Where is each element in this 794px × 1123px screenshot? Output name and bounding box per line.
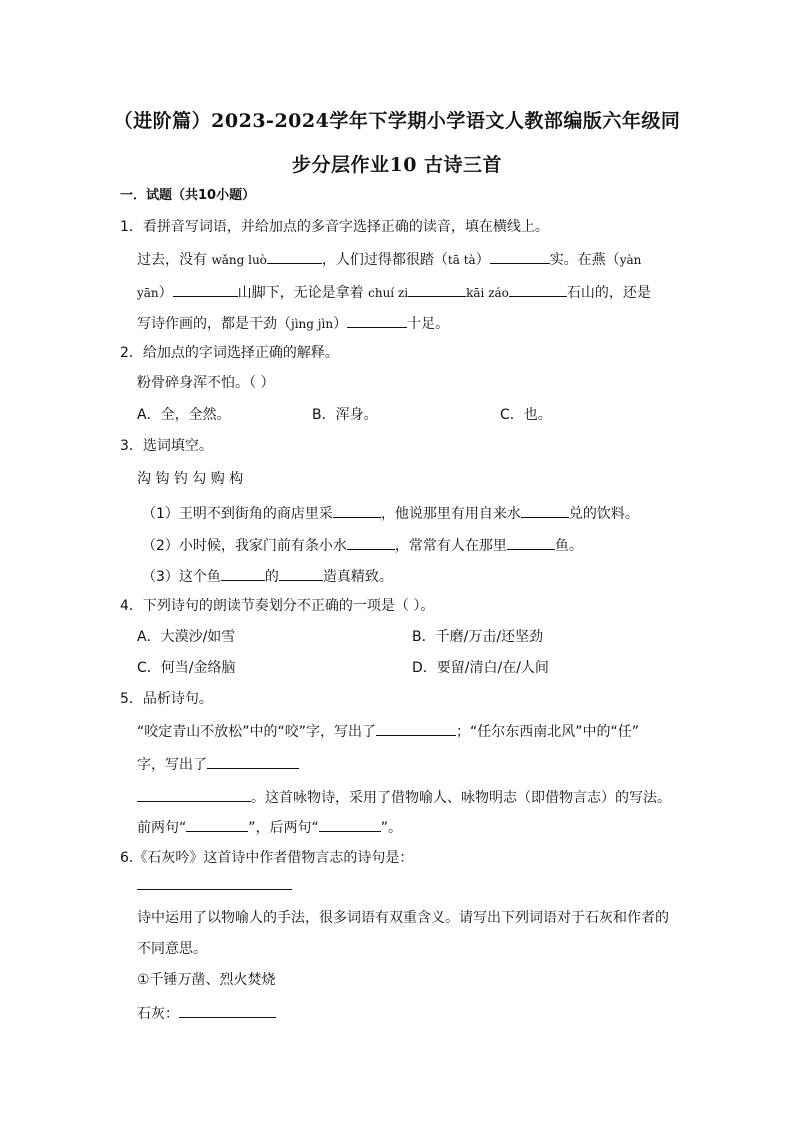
q1-text: 过去，没有 [137,252,207,268]
answer-blank[interactable] [279,565,323,581]
q4-stem: 4．下列诗句的朗读节奏划分不正确的一项是（ ）。 [120,598,435,614]
q1-text: ） [158,285,173,301]
q4-option-d: D．要留/清白/在/人间 [412,660,549,676]
q5-text: ”。 [380,820,403,836]
q3-text: 造真精致。 [322,569,393,585]
q5-text: ；“任尔东西南北风”中的“任” [456,724,640,740]
q3-text: （3）这个鱼 [142,569,221,585]
answer-blank[interactable] [333,502,381,518]
q3-text: ，常常有人在那里 [394,538,507,554]
q1-text: ，人们过得都很踏（ [321,252,448,268]
q6-shihui-row [137,1002,276,1024]
q5-stem: 5．品析诗句。 [120,691,213,707]
q3-stem: 3．选词填空。 [120,438,213,454]
q1-text: 石山的，还是 [566,285,651,301]
section-heading: 一．试题（共10小题） [120,188,256,203]
q1-line-3 [137,312,449,334]
q5-line-4 [137,816,402,838]
answer-blank[interactable] [221,565,265,581]
q5-text: 字，写出了 [137,757,207,773]
answer-blank[interactable] [179,1002,276,1018]
q3-text: 的 [264,569,279,585]
q1-text: ） [333,316,348,332]
q3-text: 鱼。 [554,538,583,554]
q3-text: （2）小时候，我家门前有条小水 [142,538,347,554]
q1-pinyin: chuí zi [368,286,409,300]
answer-blank[interactable] [347,534,395,550]
q5-text: 前两句“ [137,820,187,836]
answer-blank[interactable] [509,281,567,297]
q4-option-c: C．何当/金络脑 [137,660,236,676]
q2-option-b: B．浑身。 [312,407,378,423]
q3-word-bank: 沟 钩 钓 勾 购 构 [137,471,244,487]
answer-blank[interactable] [137,874,292,890]
q1-text: ） [475,252,490,268]
q6-answer-line [137,874,292,896]
q3-text: 兑的饮料。 [568,506,639,522]
q1-line-2 [137,281,651,303]
answer-blank[interactable] [408,281,466,297]
q2-option-c: C．也。 [500,407,552,423]
answer-blank[interactable] [319,816,381,832]
q1-pinyin: kāi záo [466,286,509,300]
q1-pinyin: jìng jìn [291,317,334,331]
q6-item-1: ①千锤万凿、烈火焚烧 [137,972,276,988]
q5-line-1 [137,720,639,742]
answer-blank[interactable] [137,786,251,802]
q1-text: 十足。 [407,316,450,332]
q6-stem: 6.《石灰吟》这首诗中作者借物言志的诗句是： [120,850,414,866]
answer-blank[interactable] [207,753,299,769]
answer-blank[interactable] [490,248,550,264]
q2-option-a: A．全，全然。 [137,407,231,423]
q5-text: “咬定青山不放松”中的“咬”字，写出了 [137,724,377,740]
q1-pinyin: tā tà [447,253,476,267]
answer-blank[interactable] [267,248,322,264]
q3-text: ，他说那里有用自来水 [380,506,521,522]
answer-blank[interactable] [507,534,555,550]
title-line-2: 步分层作业10 古诗三首 [291,154,503,176]
q1-stem: 1．看拼音写词语，并给加点的多音字选择正确的读音，填在横线上。 [120,219,549,235]
q4-option-b: B．千磨/万击/还坚劲 [412,629,544,645]
answer-blank[interactable] [376,720,456,736]
q1-text: 山脚下，无论是拿着 [237,285,364,301]
q6-label: 石灰： [137,1006,179,1022]
q3-sentence-1 [142,502,639,524]
q5-line-3 [137,786,671,808]
answer-blank[interactable] [186,816,248,832]
q1-text: 实。在燕（ [549,252,620,268]
q5-text: 。这首咏物诗，采用了借物喻人、咏物明志（即借物言志）的写法。 [251,790,671,806]
answer-blank[interactable] [347,312,407,328]
q1-text: 写诗作画的，都是干劲（ [137,316,291,332]
q5-text: ”，后两句“ [248,820,319,836]
q3-sentence-3 [142,565,393,587]
q2-stem: 2．给加点的字词选择正确的解释。 [120,345,339,361]
q6-description-1: 诗中运用了以物喻人的手法，很多词语有双重含义。请写出下列词语对于石灰和作者的 [137,910,669,926]
q1-pinyin: yàn [619,253,642,267]
q1-line-1 [137,248,641,270]
answer-blank[interactable] [521,502,569,518]
title-line-1: （进阶篇）2023-2024学年下学期小学语文人教部编版六年级同 [113,110,681,132]
q1-pinyin: yān [137,286,159,300]
q3-sentence-2 [142,534,583,556]
q4-option-a: A．大漠沙/如雪 [137,629,236,645]
q1-pinyin: wǎng luò [211,253,267,267]
q3-text: （1）王明不到街角的商店里采 [142,506,333,522]
q5-line-2 [137,753,299,775]
q6-description-2: 不同意思。 [137,941,207,957]
q2-sentence: 粉骨碎身浑不怕。（ ） [137,375,275,391]
answer-blank[interactable] [173,281,238,297]
